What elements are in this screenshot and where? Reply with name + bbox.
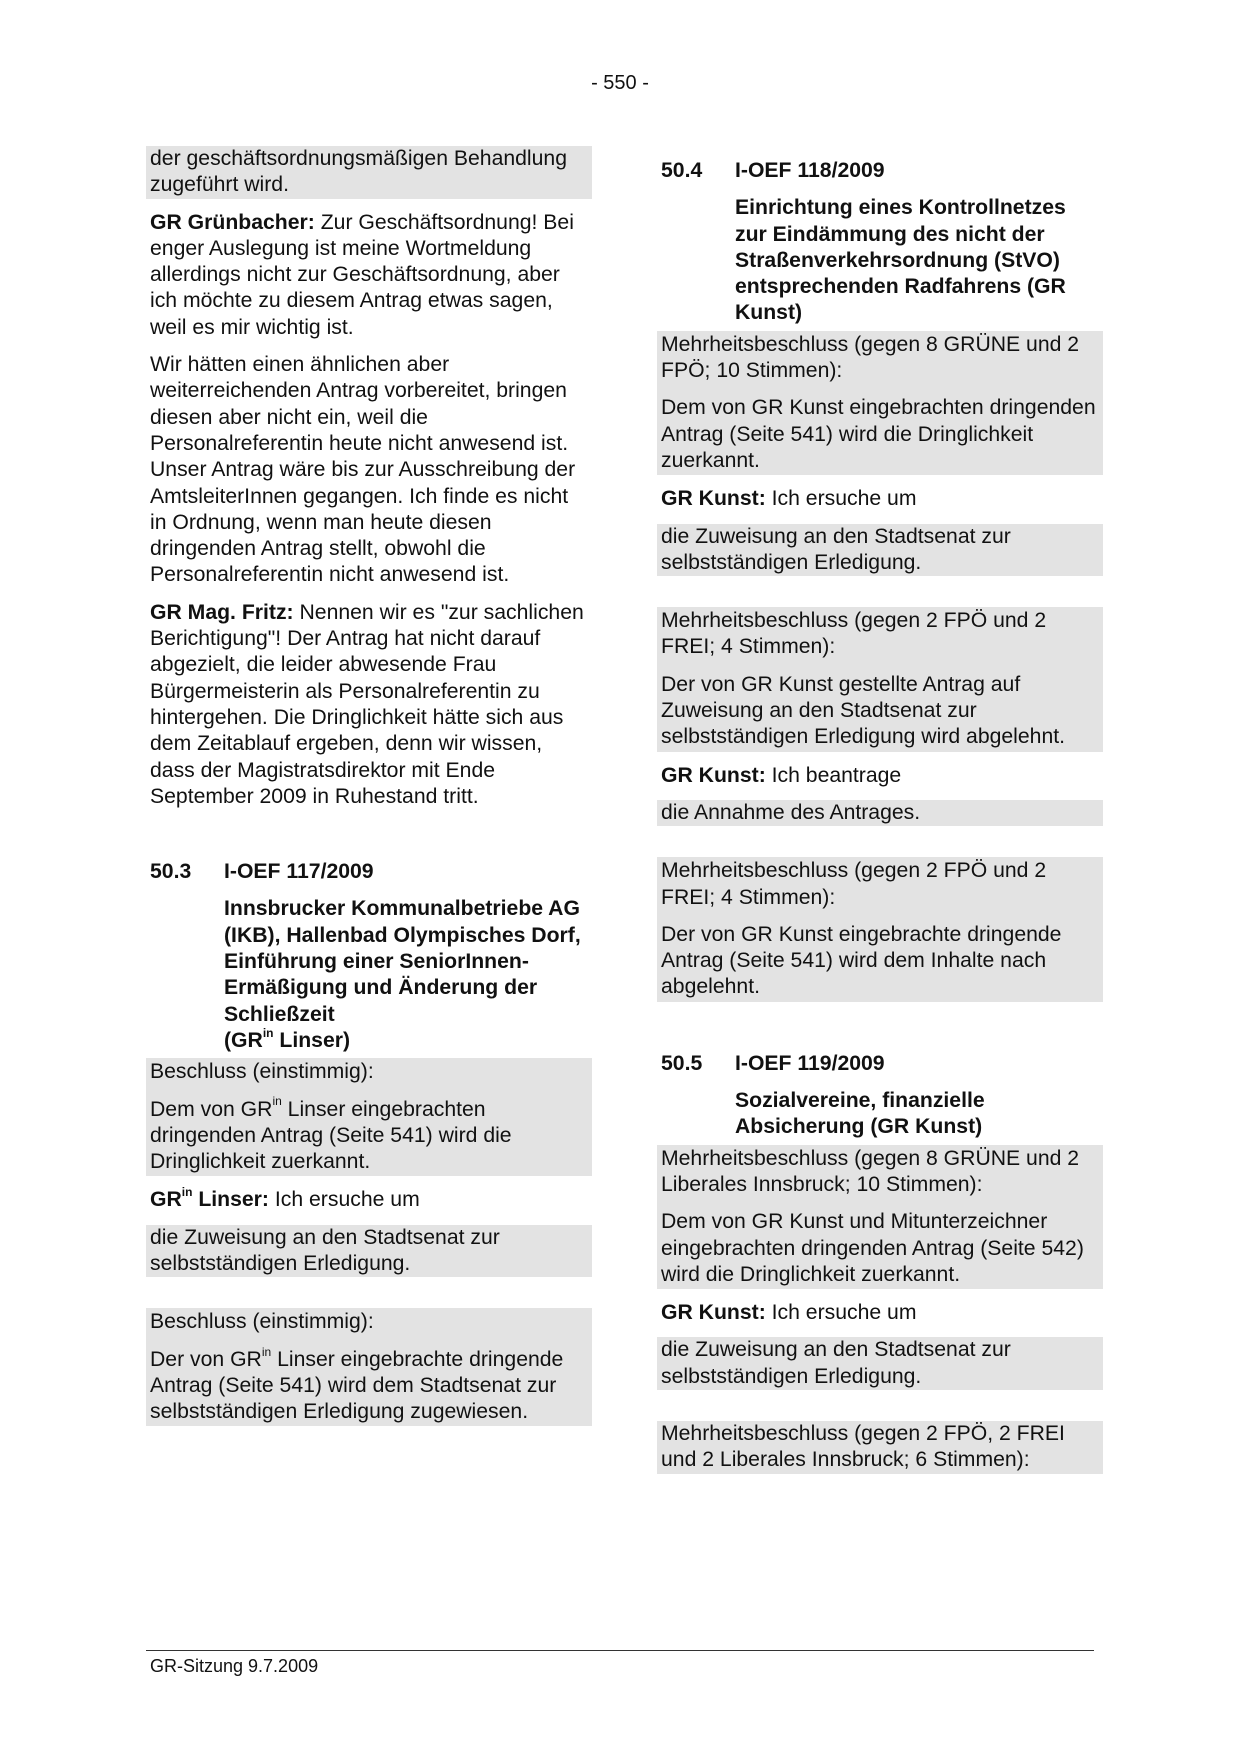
right-column [657, 146, 1103, 1485]
continued-paragraph: der geschäftsordnungsmäßigen Behandlung zugeführt wird. [146, 146, 592, 199]
resolution-block [146, 1058, 592, 1176]
resolution-heading: Mehrheitsbeschluss (gegen 2 FPÖ, 2 FREI und 2 Liberales Innsbruck; 6 Stimmen): [657, 1421, 1103, 1474]
statement-paragraph: Wir hätten einen ähnlichen aber weiterreichenden Antrag vorbereitet, bringen diesen aber nicht ein, weil die Personalreferentin heute nicht anwesend ist. Unser Antrag wäre bis zur Ausschreibung der AmtsleiterInnen gegangen. Ich finde es nicht in Ordnung, wenn man heute diesen dringenden Antrag stellt, obwohl die Personalreferentin nicht anwesend ist. [150, 353, 576, 587]
statement-kunst: GR Kunst: Ich beantrage [661, 763, 902, 787]
motion-text: die Zuweisung an den Stadtsenat zur selbstständigen Erledigung. [146, 1225, 592, 1278]
speaker-name: GR Mag. Fritz: [150, 600, 294, 624]
section-heading-50-5: 50.5 I-OEF 119/2009 [661, 1051, 885, 1075]
resolution-block [657, 857, 1103, 1001]
resolution-heading: Beschluss (einstimmig): [150, 1060, 374, 1084]
speaker-name: GR Kunst: [661, 1301, 766, 1325]
resolution-block [657, 331, 1103, 475]
statement-fritz: GR Mag. Fritz: Nennen wir es "zur sachlichen Berichtigung"! Der Antrag hat nicht darauf abgezielt, die leider abwesende Frau Bürgermeisterin als Personalreferentin zu hintergehen. Die Dringlichkeit hätte sich aus dem Zeitablauf ergeben, denn wir wissen, dass der Magistratsdirektor mit Ende September 2009 in Ruhestand tritt. [150, 600, 584, 808]
footer-text: GR-Sitzung 9.7.2009 [150, 1656, 319, 1676]
resolution-text: Dem von $GR^{in}$ Linser eingebrachten dringenden Antrag (Seite 541) wird die Dringlichkeit zuerkannt. [150, 1094, 512, 1174]
motion-text: die Zuweisung an den Stadtsenat zur selbstständigen Erledigung. [657, 1337, 1103, 1390]
resolution-text: Der von GR Kunst gestellte Antrag auf Zuweisung an den Stadtsenat zur selbstständigen Erledigung wird abgelehnt. [661, 672, 1066, 749]
statement-gruenbacher: GR Grünbacher: Zur Geschäftsordnung! Bei enger Auslegung ist meine Wortmeldung allerdings nicht zur Geschäftsordnung, aber ich möchte zu diesem Antrag etwas sagen, weil es mir wichtig ist. [150, 210, 574, 339]
speaker-name: $GR^{in}$ Linser: [150, 1185, 269, 1212]
resolution-heading: Beschluss (einstimmig): [150, 1310, 374, 1334]
resolution-heading: Mehrheitsbeschluss (gegen 2 FPÖ und 2 FREI; 4 Stimmen): [661, 859, 1047, 909]
resolution-heading: Mehrheitsbeschluss (gegen 2 FPÖ und 2 FREI; 4 Stimmen): [661, 609, 1047, 659]
section-heading-50-3: 50.3 I-OEF 117/2009 [150, 860, 374, 884]
resolution-block [657, 1145, 1103, 1289]
speaker-name: GR Kunst: [661, 487, 766, 511]
section-heading-50-4: 50.4 I-OEF 118/2009 [661, 159, 885, 182]
section-title-50-4: Einrichtung eines Kontrollnetzes zur Eindämmung des nicht der Straßenverkehrsordnung (StVO) entsprechenden Radfahrens (GR Kunst) [735, 196, 1066, 325]
statement-kunst: GR Kunst: Ich ersuche um [661, 1301, 917, 1325]
statement-linser: $GR^{in}$ Linser: Ich ersuche um [150, 1185, 420, 1212]
statement-kunst: GR Kunst: Ich ersuche um [661, 487, 917, 511]
speaker-name: GR Grünbacher: [150, 210, 315, 234]
motion-text: die Zuweisung an den Stadtsenat zur selbstständigen Erledigung. [657, 524, 1103, 577]
footer-divider [146, 1650, 1094, 1651]
section-title-50-5: Sozialvereine, finanzielle Absicherung (GR Kunst) [735, 1089, 985, 1139]
resolution-text: Dem von GR Kunst und Mitunterzeichner eingebrachten dringenden Antrag (Seite 542) wird die Dringlichkeit zuerkannt. [661, 1210, 1084, 1286]
resolution-block [146, 1308, 592, 1426]
left-column [146, 146, 592, 1437]
resolution-block [657, 607, 1103, 751]
resolution-text: Dem von GR Kunst eingebrachten dringenden Antrag (Seite 541) wird die Dringlichkeit zuerkannt. [661, 396, 1096, 472]
speaker-name: GR Kunst: [661, 763, 766, 787]
resolution-heading: Mehrheitsbeschluss (gegen 8 GRÜNE und 2 FPÖ; 10 Stimmen): [661, 332, 1080, 383]
resolution-heading: Mehrheitsbeschluss (gegen 8 GRÜNE und 2 Liberales Innsbruck; 10 Stimmen): [661, 1146, 1080, 1196]
resolution-text: Der von $GR^{in}$ Linser eingebrachte dringende Antrag (Seite 541) wird dem Stadtsenat zur selbstständigen Erledigung zugewiesen. [150, 1344, 564, 1424]
resolution-text: Der von GR Kunst eingebrachte dringende Antrag (Seite 541) wird dem Inhalte nach abgelehnt. [661, 922, 1062, 999]
motion-text: die Annahme des Antrages. [657, 800, 1103, 826]
page-number: - 550 - [591, 72, 649, 94]
section-title-50-3: Innsbrucker Kommunalbetriebe AG (IKB), Hallenbad Olympisches Dorf, Einführung einer SeniorInnen-Ermäßigung und Änderung der Schließzeit ($GR^{in}$ Linser) [224, 897, 581, 1052]
